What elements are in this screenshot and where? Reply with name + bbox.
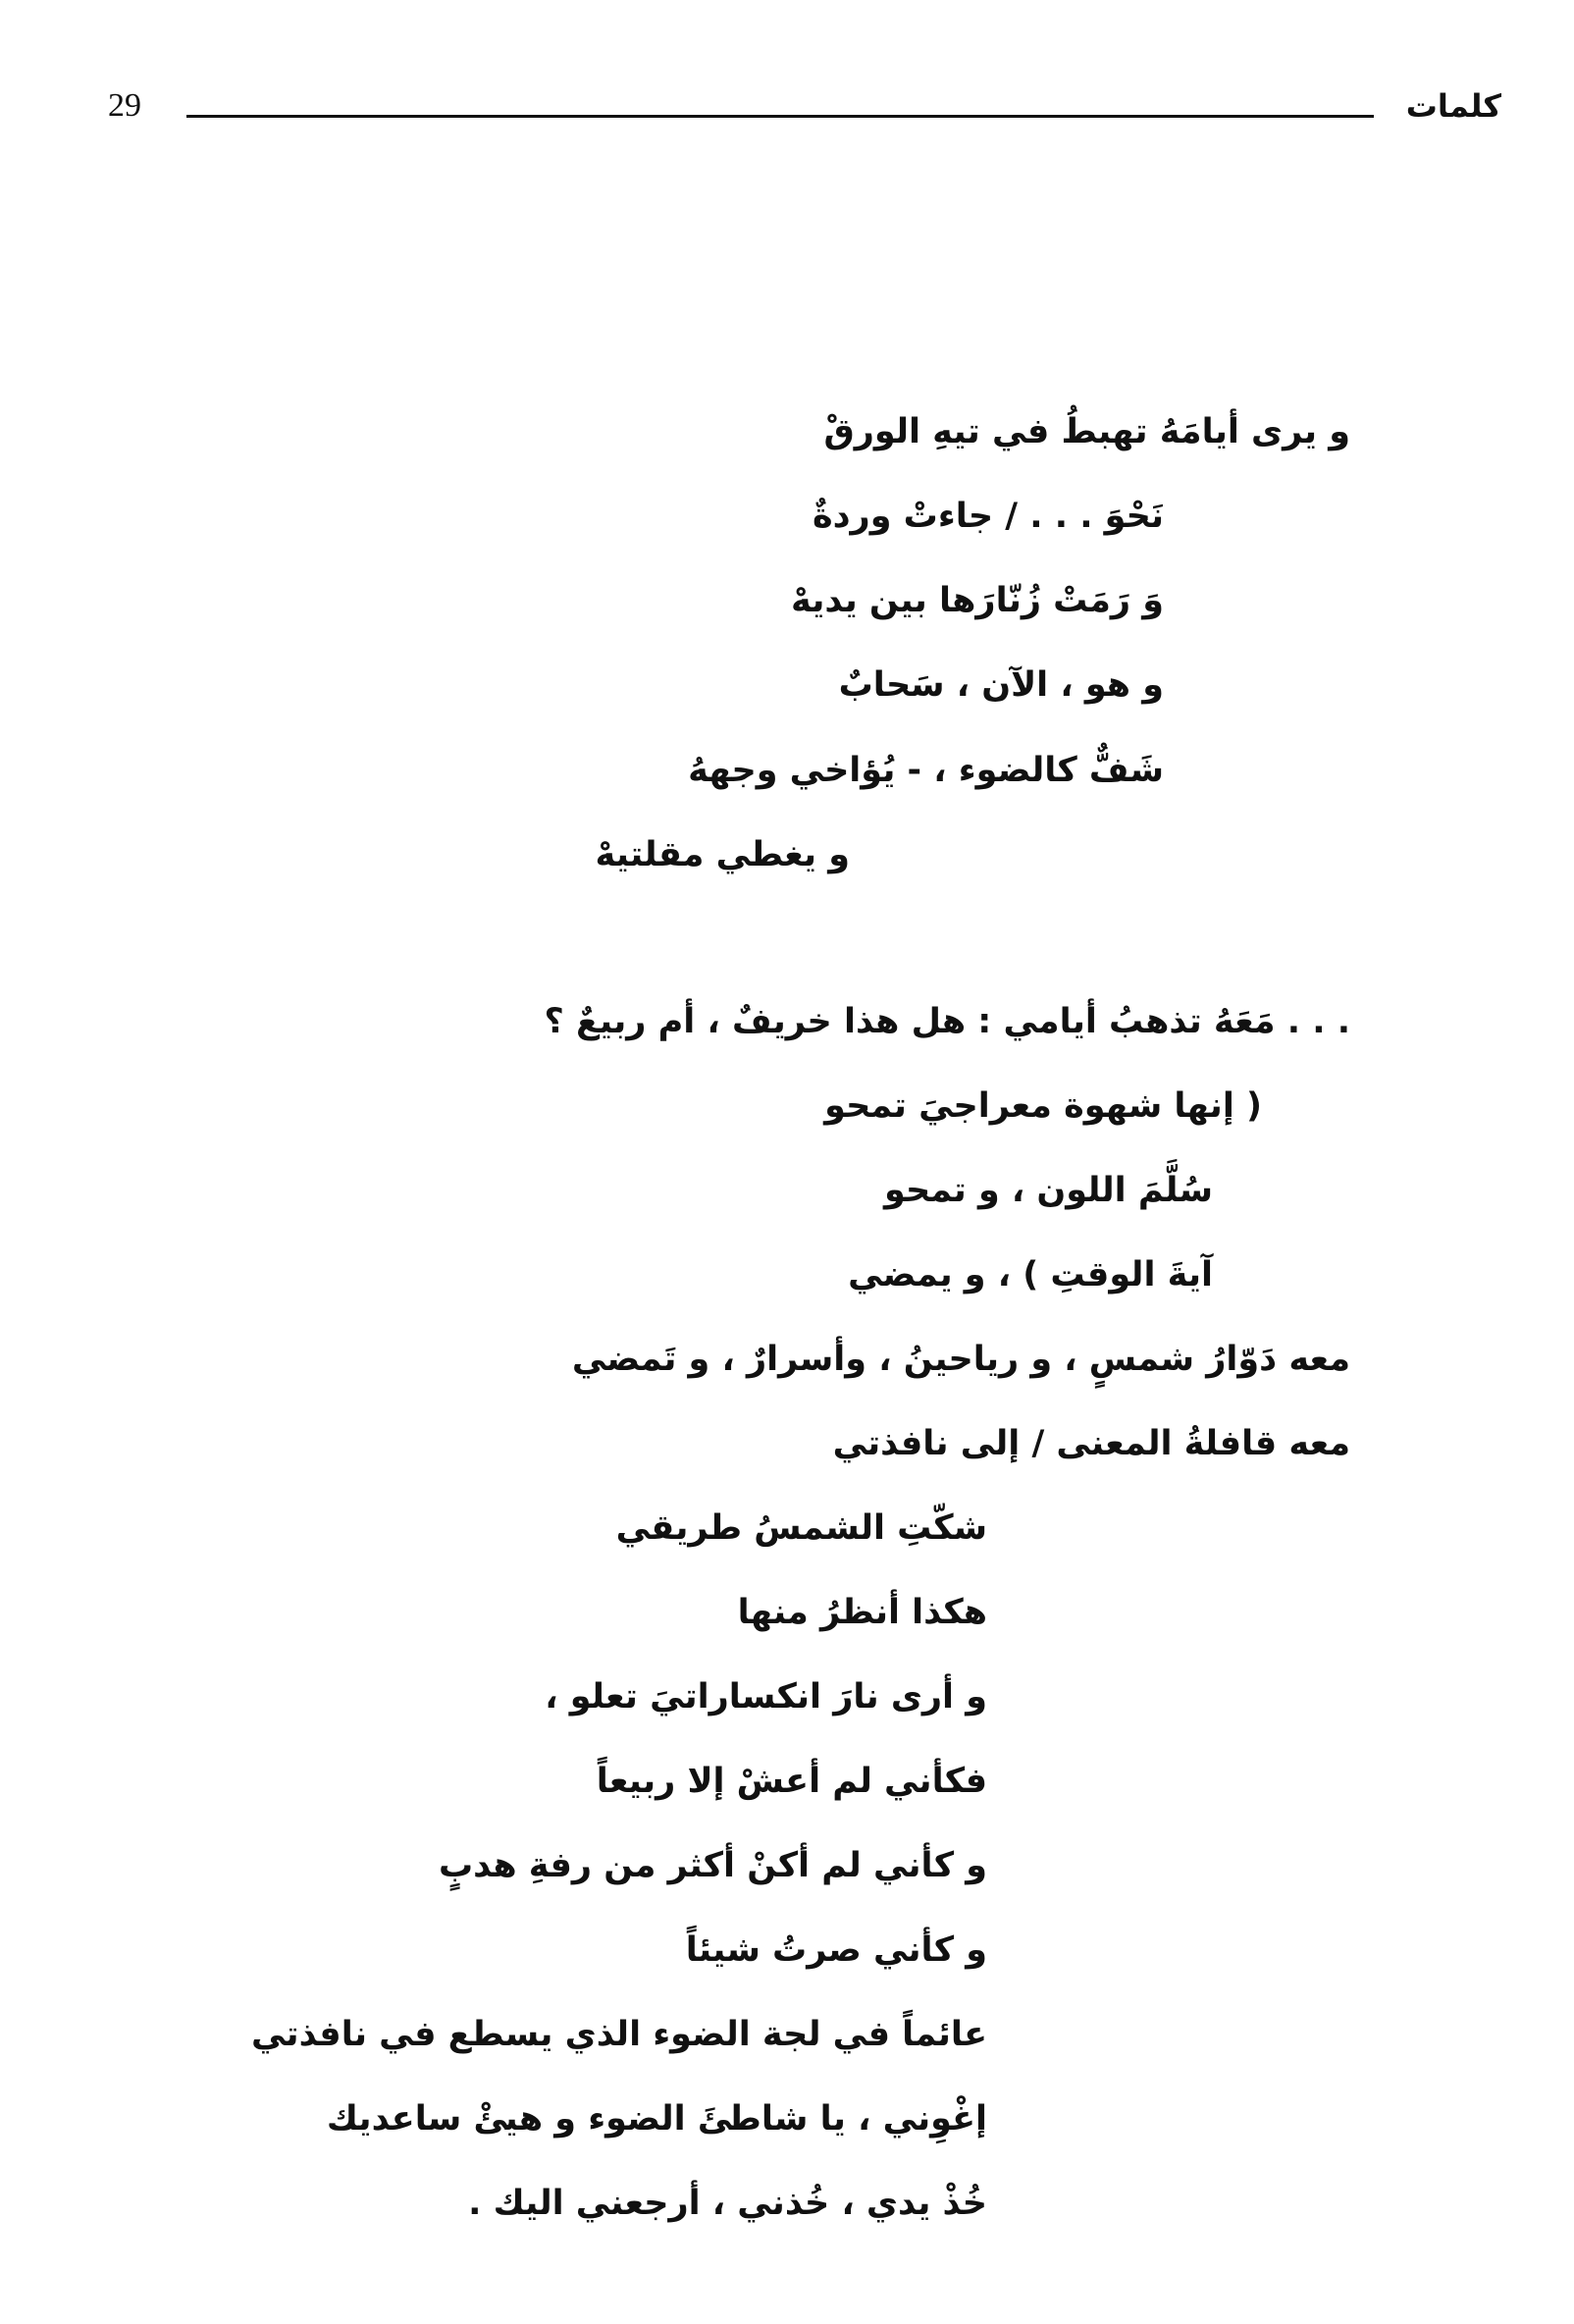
poem-line: هكذا أنظرُ منها [737, 1593, 987, 1632]
poem-line: شَفٌّ كالضوء ، - يُؤاخي وجههُ [688, 751, 1164, 790]
poem-line: معه دَوّارُ شمسٍ ، و رياحينُ ، وأسرارٌ ، و تَمضي [571, 1340, 1350, 1379]
poem-line: فكأني لم أعشْ إلا ربيعاً [596, 1762, 987, 1801]
poem-line: خُذْ يدي ، خُذني ، أرجعني اليك . [468, 2184, 987, 2223]
poem-line: سُلَّمَ اللون ، و تمحو [884, 1171, 1213, 1210]
poem-line: و أرى نارَ انكساراتيَ تعلو ، [545, 1677, 987, 1717]
poem-line: عائماً في لجة الضوء الذي يسطع في نافذتي [251, 2015, 987, 2054]
page-number: 29 [108, 87, 141, 124]
poem-line: و هو ، الآن ، سَحابٌ [838, 665, 1164, 705]
poem-line: و كأني صرتُ شيئاً [685, 1930, 987, 1970]
poem-line: شكّتِ الشمسُ طريقي [615, 1508, 987, 1548]
poem-line: وَ رَمَتْ زُنّارَها بين يديهْ [790, 581, 1164, 620]
poem-line: و يغطي مقلتيهْ [595, 835, 850, 874]
poem-line: . . . مَعَهُ تذهبُ أيامي : هل هذا خريفٌ ، أم ربيعٌ ؟ [544, 1002, 1350, 1041]
poem-line: ( إنها شهوة معراجيَ تمحو [824, 1086, 1262, 1126]
poem-line: و كأني لم أكنْ أكثر من رفةِ هدبٍ [438, 1846, 987, 1885]
poem-line: و يرى أيامَهُ تهبطُ في تيهِ الورقْ [823, 412, 1350, 451]
header-rule [186, 115, 1374, 118]
poem-line: إغْوِني ، يا شاطئَ الضوء و هيئْ ساعديك [326, 2099, 987, 2139]
poem-line: آيةَ الوقتِ ) ، و يمضي [848, 1255, 1213, 1294]
running-title: كلمات [1405, 87, 1501, 125]
poem-line: معه قافلةُ المعنى / إلى نافذتي [832, 1424, 1350, 1463]
poem-line: نَحْوَ . . . / جاءتْ وردةٌ [812, 497, 1164, 536]
page-header [108, 86, 1501, 145]
